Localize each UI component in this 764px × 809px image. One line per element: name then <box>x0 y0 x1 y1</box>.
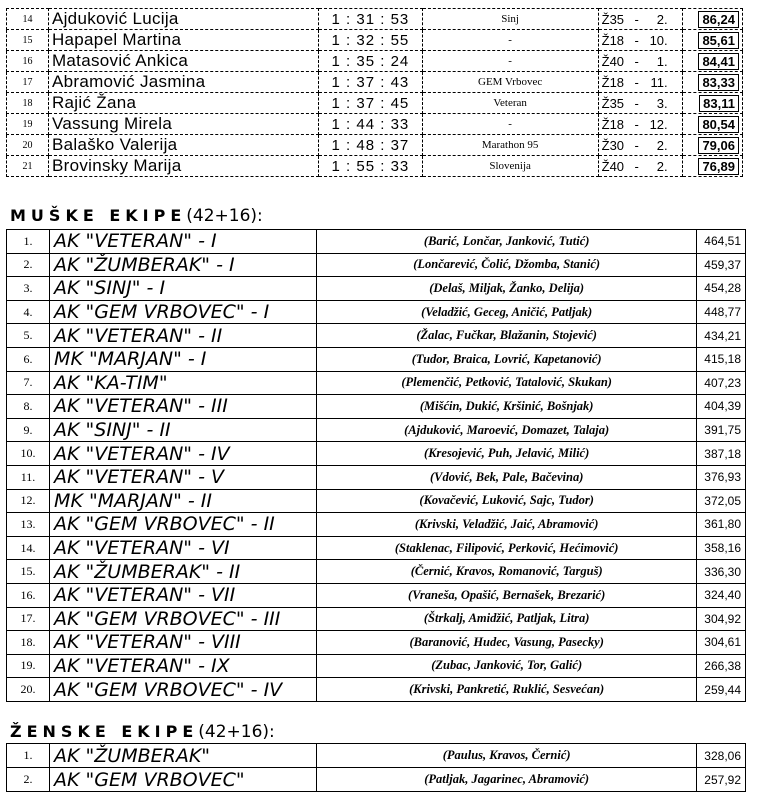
result-points: 83,33 <box>698 74 739 91</box>
team-points: 328,06 <box>696 744 745 768</box>
women-teams-heading-tail: (42+16): <box>198 722 275 742</box>
result-category-cell <box>598 135 682 156</box>
result-category: Ž18 <box>601 32 625 48</box>
result-rank: 17 <box>7 72 49 93</box>
team-members: (Kovačević, Luković, Sajc, Tudor) <box>317 489 697 513</box>
individual-results-table <box>6 8 743 177</box>
team-members: (Lončarević, Čolić, Džomba, Stanić) <box>317 253 697 277</box>
category-separator: - <box>634 74 639 90</box>
team-row <box>7 418 746 442</box>
team-members: (Zubac, Janković, Tor, Galić) <box>317 654 697 678</box>
team-rank: 13. <box>7 513 50 537</box>
team-row <box>7 300 746 324</box>
team-points: 361,80 <box>696 513 745 537</box>
team-points: 259,44 <box>696 678 745 702</box>
result-category-cell <box>598 156 682 177</box>
result-row <box>7 135 743 156</box>
team-members: (Vdović, Bek, Pale, Bačevina) <box>317 465 697 489</box>
team-rank: 1. <box>7 230 50 254</box>
category-separator: - <box>634 32 639 48</box>
team-row <box>7 324 746 348</box>
team-points: 454,28 <box>696 277 745 301</box>
team-name: AK "GEM VRBOVEC" - I <box>50 300 317 324</box>
team-rank: 10. <box>7 442 50 466</box>
team-members: (Žalac, Fučkar, Blažanin, Stojević) <box>317 324 697 348</box>
result-points: 86,24 <box>698 11 739 28</box>
team-points: 304,61 <box>696 631 745 655</box>
team-points: 434,21 <box>696 324 745 348</box>
team-row <box>7 631 746 655</box>
team-points: 448,77 <box>696 300 745 324</box>
result-name: Brovinsky Marija <box>48 156 318 177</box>
result-points-cell <box>682 93 742 114</box>
team-name: AK "ŽUMBERAK" <box>50 744 317 768</box>
team-points: 404,39 <box>696 395 745 419</box>
result-points-cell <box>682 51 742 72</box>
team-points: 376,93 <box>696 465 745 489</box>
category-separator: - <box>634 95 639 111</box>
team-points: 304,92 <box>696 607 745 631</box>
team-points: 257,92 <box>696 768 745 792</box>
result-points-cell <box>682 114 742 135</box>
result-place: 11. <box>650 74 668 90</box>
team-row <box>7 583 746 607</box>
team-name: AK "ŽUMBERAK" - I <box>50 253 317 277</box>
result-points-cell <box>682 30 742 51</box>
team-rank: 17. <box>7 607 50 631</box>
result-category: Ž35 <box>601 11 625 27</box>
result-time: 1 : 55 : 33 <box>319 156 422 177</box>
team-members: (Černić, Kravos, Romanović, Targuš) <box>317 560 697 584</box>
result-points-cell <box>682 156 742 177</box>
team-name: AK "VETERAN" - IV <box>50 442 317 466</box>
category-separator: - <box>634 11 639 27</box>
women-teams-heading <box>10 722 275 742</box>
result-points: 85,61 <box>698 32 739 49</box>
team-row <box>7 744 746 768</box>
team-members: (Plemenčić, Petković, Tatalović, Skukan) <box>317 371 697 395</box>
result-place: 12. <box>649 116 668 132</box>
team-name: AK "VETERAN" - VII <box>50 583 317 607</box>
result-rank: 20 <box>7 135 49 156</box>
result-category: Ž40 <box>601 53 625 69</box>
team-name: MK "MARJAN" - II <box>50 489 317 513</box>
result-points-cell <box>682 135 742 156</box>
result-points: 84,41 <box>698 53 739 70</box>
team-members: (Vraneša, Opašić, Bernašek, Brezarić) <box>317 583 697 607</box>
team-row <box>7 768 746 792</box>
team-row <box>7 560 746 584</box>
team-rank: 4. <box>7 300 50 324</box>
team-name: AK "GEM VRBOVEC" - IV <box>50 678 317 702</box>
team-rank: 8. <box>7 395 50 419</box>
result-name: Matasović Ankica <box>48 51 318 72</box>
result-time: 1 : 37 : 45 <box>319 93 422 114</box>
team-members: (Veladžić, Geceg, Aničić, Patljak) <box>317 300 697 324</box>
result-category-cell <box>598 72 682 93</box>
result-name: Ajduković Lucija <box>48 9 318 30</box>
category-separator: - <box>634 53 639 69</box>
men-teams-heading <box>10 206 263 226</box>
result-category: Ž35 <box>601 95 625 111</box>
result-place: 2. <box>656 137 668 153</box>
result-time: 1 : 48 : 37 <box>319 135 422 156</box>
team-row <box>7 230 746 254</box>
result-rank: 18 <box>7 93 49 114</box>
result-category-cell <box>598 114 682 135</box>
team-name: AK "ŽUMBERAK" - II <box>50 560 317 584</box>
team-members: (Ajduković, Maroević, Domazet, Talaja) <box>317 418 697 442</box>
team-rank: 2. <box>7 253 50 277</box>
team-members: (Krivski, Veladžić, Jaić, Abramović) <box>317 513 697 537</box>
result-place: 3. <box>656 95 668 111</box>
category-separator: - <box>634 116 639 132</box>
team-members: (Štrkalj, Amidžić, Patljak, Litra) <box>317 607 697 631</box>
result-row <box>7 114 743 135</box>
result-row <box>7 156 743 177</box>
result-club: - <box>422 30 598 51</box>
team-rank: 7. <box>7 371 50 395</box>
team-name: AK "VETERAN" - VIII <box>50 631 317 655</box>
individual-results-body <box>7 9 743 177</box>
team-points: 372,05 <box>696 489 745 513</box>
team-members: (Barić, Lončar, Janković, Tutić) <box>317 230 697 254</box>
team-name: AK "VETERAN" - III <box>50 395 317 419</box>
team-members: (Tudor, Braica, Lovrić, Kapetanović) <box>317 347 697 371</box>
team-name: AK "VETERAN" - VI <box>50 536 317 560</box>
team-points: 324,40 <box>696 583 745 607</box>
team-members: (Patljak, Jagarinec, Abramović) <box>317 768 697 792</box>
team-name: MK "MARJAN" - I <box>50 347 317 371</box>
team-members: (Kresojević, Puh, Jelavić, Milić) <box>317 442 697 466</box>
team-row <box>7 277 746 301</box>
men-teams-heading-tail: (42+16): <box>186 206 263 226</box>
result-name: Balaško Valerija <box>48 135 318 156</box>
women-teams-heading-title: ŽENSKE EKIPE <box>10 722 199 741</box>
team-points: 415,18 <box>696 347 745 371</box>
team-rank: 2. <box>7 768 50 792</box>
result-club: - <box>422 114 598 135</box>
team-row <box>7 607 746 631</box>
result-points-cell <box>682 9 742 30</box>
team-row <box>7 465 746 489</box>
category-separator: - <box>634 158 639 174</box>
result-points-cell <box>682 72 742 93</box>
team-rank: 12. <box>7 489 50 513</box>
team-points: 464,51 <box>696 230 745 254</box>
result-time: 1 : 32 : 55 <box>319 30 422 51</box>
result-rank: 21 <box>7 156 49 177</box>
team-members: (Delaš, Miljak, Žanko, Delija) <box>317 277 697 301</box>
team-rank: 18. <box>7 631 50 655</box>
team-members: (Paulus, Kravos, Černić) <box>317 744 697 768</box>
team-name: AK "GEM VRBOVEC" <box>50 768 317 792</box>
team-row <box>7 489 746 513</box>
result-points: 80,54 <box>698 116 739 133</box>
team-members: (Krivski, Pankretić, Ruklić, Sesvećan) <box>317 678 697 702</box>
women-teams-table <box>6 743 746 792</box>
result-time: 1 : 35 : 24 <box>319 51 422 72</box>
team-rank: 11. <box>7 465 50 489</box>
result-club: Slovenija <box>422 156 598 177</box>
result-rank: 19 <box>7 114 49 135</box>
result-rank: 16 <box>7 51 49 72</box>
result-row <box>7 51 743 72</box>
team-rank: 9. <box>7 418 50 442</box>
team-points: 358,16 <box>696 536 745 560</box>
team-name: AK "VETERAN" - IX <box>50 654 317 678</box>
team-rank: 3. <box>7 277 50 301</box>
result-name: Rajić Žana <box>48 93 318 114</box>
team-points: 387,18 <box>696 442 745 466</box>
team-points: 407,23 <box>696 371 745 395</box>
team-rank: 5. <box>7 324 50 348</box>
result-place: 2. <box>656 158 668 174</box>
team-row <box>7 678 746 702</box>
result-category-cell <box>598 30 682 51</box>
team-members: (Baranović, Hudec, Vasung, Pasecky) <box>317 631 697 655</box>
result-name: Abramović Jasmina <box>48 72 318 93</box>
women-teams-body <box>7 744 746 792</box>
result-category-cell <box>598 93 682 114</box>
team-name: AK "VETERAN" - II <box>50 324 317 348</box>
result-category: Ž40 <box>601 158 625 174</box>
team-points: 391,75 <box>696 418 745 442</box>
result-category-cell <box>598 9 682 30</box>
team-points: 266,38 <box>696 654 745 678</box>
men-teams-table <box>6 229 746 702</box>
men-teams-heading-title: MUŠKE EKIPE <box>10 206 187 225</box>
result-category-cell <box>598 51 682 72</box>
team-name: AK "GEM VRBOVEC" - II <box>50 513 317 537</box>
result-row <box>7 72 743 93</box>
result-club: - <box>422 51 598 72</box>
team-rank: 14. <box>7 536 50 560</box>
category-separator: - <box>634 137 639 153</box>
result-time: 1 : 31 : 53 <box>319 9 422 30</box>
result-name: Hapapel Martina <box>48 30 318 51</box>
men-teams-body <box>7 230 746 702</box>
result-place: 10. <box>649 32 668 48</box>
result-row <box>7 9 743 30</box>
team-rank: 16. <box>7 583 50 607</box>
result-club: GEM Vrbovec <box>422 72 598 93</box>
result-time: 1 : 37 : 43 <box>319 72 422 93</box>
team-rank: 19. <box>7 654 50 678</box>
result-club: Sinj <box>422 9 598 30</box>
team-rank: 20. <box>7 678 50 702</box>
team-row <box>7 513 746 537</box>
team-row <box>7 536 746 560</box>
team-name: AK "SINJ" - II <box>50 418 317 442</box>
team-members: (Mišćin, Dukić, Kršinić, Bošnjak) <box>317 395 697 419</box>
result-time: 1 : 44 : 33 <box>319 114 422 135</box>
result-place: 2. <box>656 11 668 27</box>
team-name: AK "KA-TIM" <box>50 371 317 395</box>
team-name: AK "GEM VRBOVEC" - III <box>50 607 317 631</box>
team-row <box>7 442 746 466</box>
result-rank: 15 <box>7 30 49 51</box>
team-name: AK "SINJ" - I <box>50 277 317 301</box>
team-row <box>7 371 746 395</box>
result-rank: 14 <box>7 9 49 30</box>
team-row <box>7 253 746 277</box>
team-rank: 6. <box>7 347 50 371</box>
team-row <box>7 395 746 419</box>
result-category: Ž30 <box>601 137 625 153</box>
team-points: 336,30 <box>696 560 745 584</box>
result-club: Marathon 95 <box>422 135 598 156</box>
result-points: 79,06 <box>698 137 739 154</box>
team-name: AK "VETERAN" - I <box>50 230 317 254</box>
result-row <box>7 30 743 51</box>
team-row <box>7 654 746 678</box>
team-rank: 15. <box>7 560 50 584</box>
result-category: Ž18 <box>601 74 625 90</box>
team-members: (Staklenac, Filipović, Perković, Hećimović) <box>317 536 697 560</box>
team-points: 459,37 <box>696 253 745 277</box>
result-points: 76,89 <box>698 158 739 175</box>
result-place: 1. <box>656 53 668 69</box>
result-club: Veteran <box>422 93 598 114</box>
result-row <box>7 93 743 114</box>
result-name: Vassung Mirela <box>48 114 318 135</box>
result-category: Ž18 <box>601 116 625 132</box>
result-points: 83,11 <box>699 95 739 112</box>
team-name: AK "VETERAN" - V <box>50 465 317 489</box>
team-row <box>7 347 746 371</box>
team-rank: 1. <box>7 744 50 768</box>
